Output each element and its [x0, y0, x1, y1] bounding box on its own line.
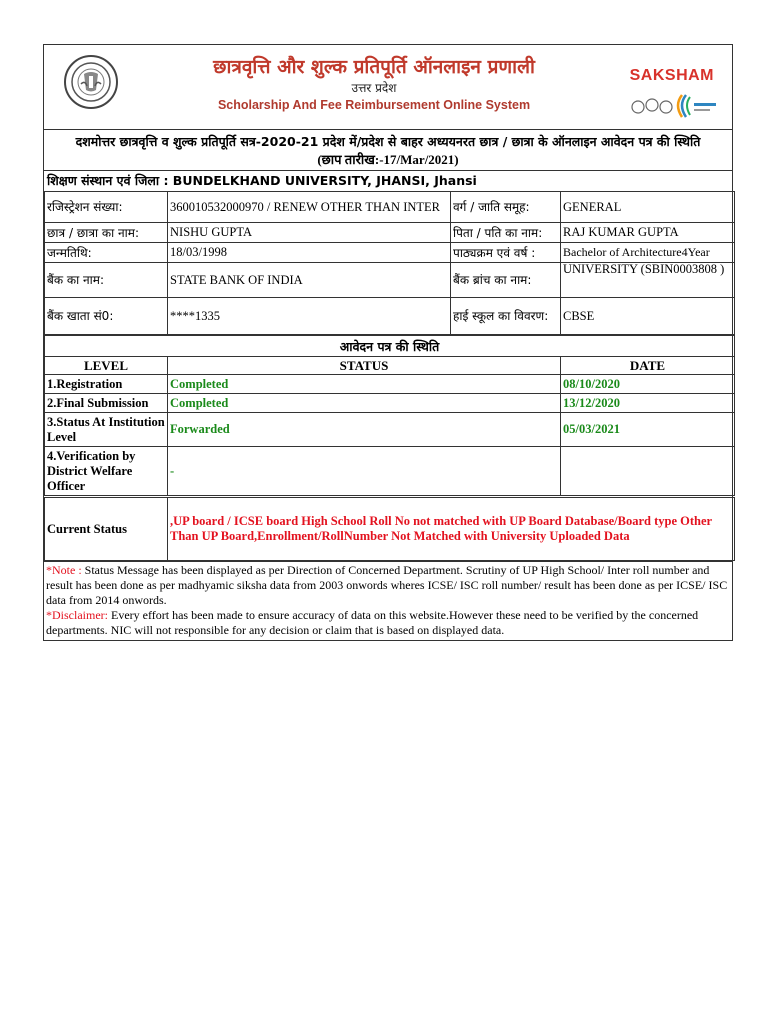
table-row	[45, 447, 735, 497]
note-key: *Note :	[46, 563, 82, 577]
student-details-table	[44, 191, 735, 335]
table-row	[45, 375, 735, 394]
header	[44, 45, 732, 130]
level-cell: 4.Verification by District Welfare Officer	[45, 447, 168, 497]
level-cell: 1.Registration	[45, 375, 168, 394]
status-cell: -	[168, 447, 561, 497]
saksham-logo-text: SAKSHAM	[629, 67, 714, 84]
saksham-digital-india-icon	[630, 89, 720, 121]
table-header-row	[45, 357, 735, 375]
table-row	[45, 243, 735, 263]
dob-value: 18/03/1998	[168, 243, 451, 263]
school-value: CBSE	[561, 298, 735, 335]
header-titles	[164, 55, 584, 113]
category-value: GENERAL	[561, 192, 735, 223]
father-value: RAJ KUMAR GUPTA	[561, 223, 735, 243]
name-label: छात्र / छात्रा का नाम:	[45, 223, 168, 243]
table-row	[45, 413, 735, 447]
up-govt-emblem-icon	[64, 55, 118, 109]
table-row	[45, 497, 735, 561]
date-cell: 08/10/2020	[561, 375, 735, 394]
school-label: हाई स्कूल का विवरण:	[451, 298, 561, 335]
disclaimer-text: Every effort has been made to ensure accuracy of data on this website.However these need to be verified by the concerned departments. NIC will not responsible for any decision or claim that is based on displayed data.	[46, 608, 699, 637]
date-cell: 05/03/2021	[561, 413, 735, 447]
column-header-date: DATE	[561, 357, 735, 375]
table-row	[45, 263, 735, 298]
father-label: पिता / पति का नाम:	[451, 223, 561, 243]
english-title: Scholarship And Fee Reimbursement Online System	[217, 98, 531, 112]
status-cell: Forwarded	[168, 413, 561, 447]
date-cell	[561, 447, 735, 497]
category-label: वर्ग / जाति समूह:	[451, 192, 561, 223]
column-header-level: LEVEL	[45, 357, 168, 375]
status-cell: Completed	[168, 375, 561, 394]
column-header-status: STATUS	[168, 357, 561, 375]
current-status-value: ,UP board / ICSE board High School Roll No not matched with UP Board Database/Board type Other Than UP Board,Enrollment/RollNumber Not Matched with University Uploaded Data	[168, 497, 735, 561]
notes-block	[44, 561, 732, 640]
dob-label: जन्मतिथि:	[45, 243, 168, 263]
name-value: NISHU GUPTA	[168, 223, 451, 243]
application-status-table	[44, 335, 735, 561]
bank-label: बैंक का नाम:	[45, 263, 168, 298]
table-row	[45, 298, 735, 335]
institution-line: शिक्षण संस्थान एवं जिला : BUNDELKHAND UNIVERSITY, JHANSI, Jhansi	[44, 170, 732, 191]
table-row	[45, 192, 735, 223]
table-row	[45, 223, 735, 243]
branch-value: UNIVERSITY (SBIN0003808 )	[561, 263, 735, 298]
table-row	[45, 336, 735, 357]
bank-value: STATE BANK OF INDIA	[168, 263, 451, 298]
status-section-heading: आवेदन पत्र की स्थिति	[45, 336, 735, 357]
print-date: (छाप तारीख:-17/Mar/2021)	[317, 152, 459, 167]
course-value: Bachelor of Architecture4Year	[561, 243, 735, 263]
form-title: दशमोत्तर छात्रवृत्ति व शुल्क प्रतिपूर्ति सत्र-2020-21 प्रदेश में/प्रदेश से बाहर अध्ययनरत छात्र / छात्रा के ऑनलाइन आवेदन पत्र की स्थिति	[75, 134, 701, 149]
account-value: ****1335	[168, 298, 451, 335]
date-cell: 13/12/2020	[561, 394, 735, 413]
current-status-label: Current Status	[45, 497, 168, 561]
note-text: Status Message has been displayed as per Direction of Concerned Department. Scrutiny of UP High School/ Inter roll number and result has been done as per madhyamic siksha data from 2003 onwords wheres ICSE/ ISC roll number/ result has been done as per ICSE/ ISC data from 2014 onwords.	[46, 563, 728, 607]
hindi-title: छात्रवृत्ति और शुल्क प्रतिपूर्ति ऑनलाइन प्रणाली	[213, 56, 535, 78]
account-label: बैंक खाता सं0:	[45, 298, 168, 335]
state-name: उत्तर प्रदेश	[351, 81, 397, 95]
branch-label: बैंक ब्रांच का नाम:	[451, 263, 561, 298]
reg-label: रजिस्ट्रेशन संख्या:	[45, 192, 168, 223]
status-cell: Completed	[168, 394, 561, 413]
disclaimer-key: *Disclaimer:	[46, 608, 108, 622]
level-cell: 2.Final Submission	[45, 394, 168, 413]
reg-value: 360010532000970 / RENEW OTHER THAN INTER	[168, 192, 451, 223]
level-cell: 3.Status At Institution Level	[45, 413, 168, 447]
course-label: पाठ्यक्रम एवं वर्ष :	[451, 243, 561, 263]
application-status-sheet	[43, 44, 733, 641]
table-row	[45, 394, 735, 413]
